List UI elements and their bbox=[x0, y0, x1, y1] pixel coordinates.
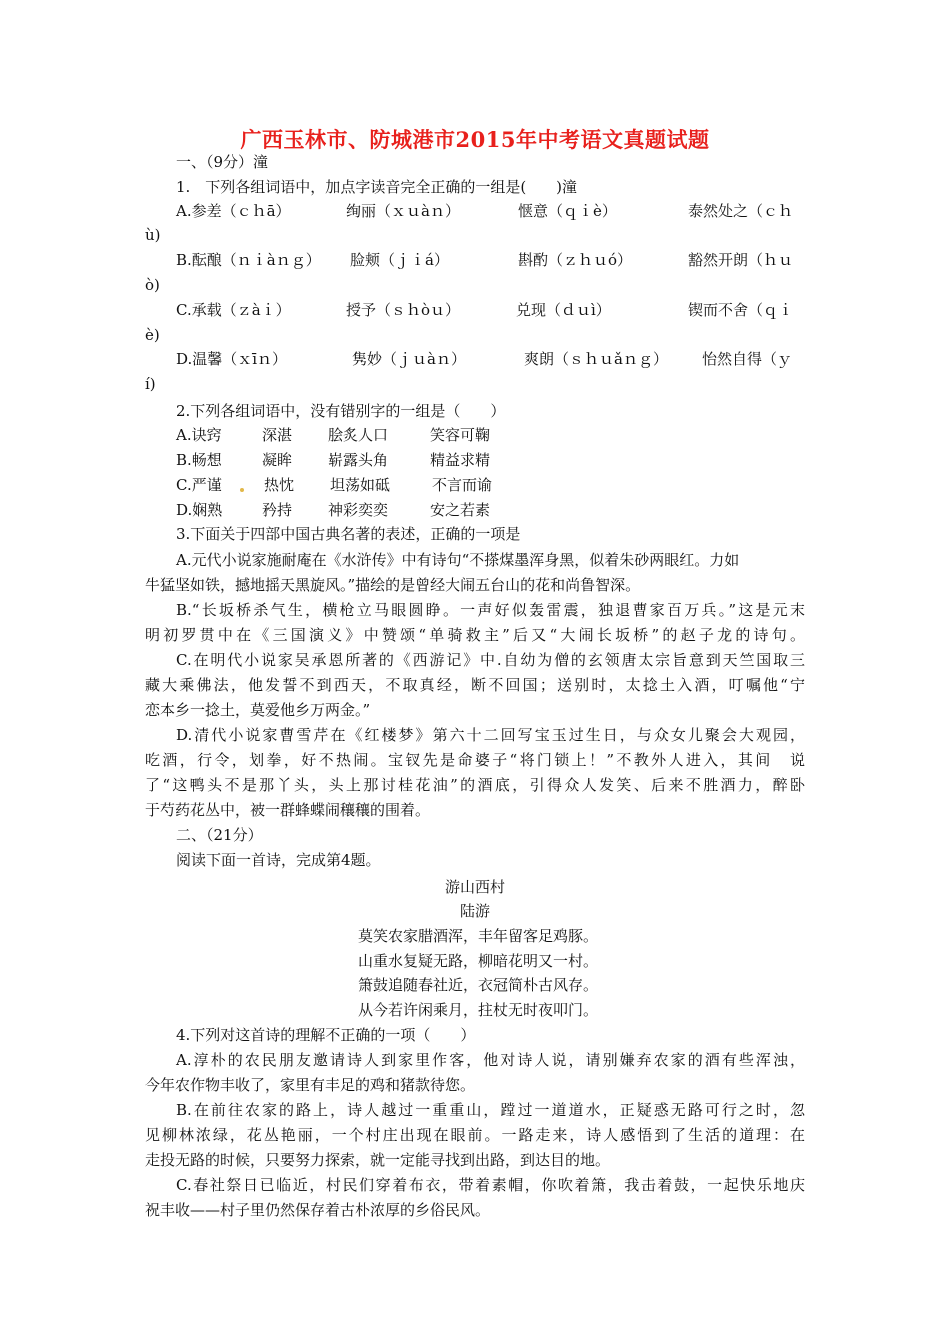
reading-intro: 阅读下面一首诗，完成第4题。 bbox=[176, 851, 381, 869]
q2-option-b-3: 崭露头角 bbox=[328, 451, 389, 469]
q1-option-c-2: 授予（ｓｈòｕ） bbox=[346, 301, 461, 319]
q3-option-d-line1: D.清代小说家曹雪芹在《红楼梦》第六十二回写宝玉过生日，与众女儿聚会大观园， bbox=[176, 726, 805, 744]
q2-option-a-2: 深湛 bbox=[262, 426, 293, 444]
q1-option-a-4: 泰然处之（ｃｈ bbox=[688, 202, 794, 220]
q3-option-b-line1: B.“长坂桥杀气生，横枪立马眼圆睁。一声好似轰雷震，独退曹家百万兵。”这是元末 bbox=[176, 601, 805, 619]
emphasis-dot bbox=[240, 488, 244, 492]
q2-option-d-4: 安之若素 bbox=[430, 501, 491, 519]
q4-stem: 4.下列对这首诗的理解不正确的一项（ ） bbox=[176, 1026, 476, 1044]
q3-stem: 3.下面关于四部中国古典名著的表述，正确的一项是 bbox=[176, 525, 521, 543]
q4-option-b-line2: 见柳林浓绿，花丛艳丽，一个村庄出现在眼前。一路走来，诗人感悟到了生活的道理：在 bbox=[145, 1126, 805, 1144]
q1-option-b-4: 豁然开朗（ｈｕ bbox=[688, 251, 794, 269]
q3-option-d-line2: 吃酒，行令，划拳，好不热闹。宝钗先是命婆子“将门锁上！”不教外人进入，其间 说 bbox=[145, 751, 805, 769]
q2-stem: 2.下列各组词语中，没有错别字的一组是（ ） bbox=[176, 402, 506, 420]
q4-option-a-line1: A.淳朴的农民朋友邀请诗人到家里作客，他对诗人说，请别嫌弃农家的酒有些浑浊， bbox=[176, 1051, 805, 1069]
q1-option-b-2: 脸颊（ｊｉá） bbox=[350, 251, 449, 269]
page-title: 广西玉林市、防城港市2015年中考语文真题试题 bbox=[240, 127, 710, 152]
q4-option-c-line2: 祝丰收——村子里仍然保存着古朴浓厚的乡俗民风。 bbox=[145, 1201, 491, 1219]
q4-option-b-line3: 走投无路的时候，只要努力探索，就一定能寻找到出路，到达目的地。 bbox=[145, 1151, 611, 1169]
q1-option-d-wrap: í) bbox=[145, 375, 156, 393]
q2-option-a-3: 脍炙人口 bbox=[328, 426, 389, 444]
q1-option-b-3: 斟酌（ｚｈｕó） bbox=[518, 251, 633, 269]
q1-option-d-4: 怡然自得（ｙ bbox=[702, 350, 793, 368]
q3-option-b-line2: 明初罗贯中在《三国演义》中赞颂“单骑救主”后又“大闹长坂桥”的赵子龙的诗句。 bbox=[145, 626, 805, 644]
q1-option-a-wrap: ù) bbox=[145, 226, 161, 244]
q4-option-a-line2: 今年农作物丰收了，家里有丰足的鸡和猪款待您。 bbox=[145, 1076, 476, 1094]
poem-line-4: 从今若许闲乘月，拄杖无时夜叩门。 bbox=[358, 1001, 599, 1019]
poem-line-1: 莫笑农家腊酒浑，丰年留客足鸡豚。 bbox=[358, 927, 599, 945]
q1-stem: 1. 下列各组词语中，加点字读音完全正确的一组是( )潼 bbox=[176, 178, 578, 196]
q2-option-c-4: 不言而谕 bbox=[432, 476, 493, 494]
q1-option-a-1: A.参差（ｃｈā） bbox=[176, 202, 291, 220]
q3-option-c-line2: 藏大乘佛法，他发誓不到西天，不取真经，断不回国；送别时，太捻土入酒，叮嘱他“宁 bbox=[145, 676, 805, 694]
q2-option-a-4: 笑容可鞠 bbox=[430, 426, 491, 444]
poem-line-3: 箫鼓追随春社近，衣冠简朴古风存。 bbox=[358, 976, 599, 994]
poem-title: 游山西村 bbox=[444, 878, 505, 896]
q2-option-c-2: 热忱 bbox=[264, 476, 295, 494]
section-2-heading: 二、（21分） bbox=[176, 826, 263, 844]
q1-option-d-3: 爽朗（ｓｈｕǎｎｇ） bbox=[524, 350, 668, 368]
q1-option-c-4: 锲而不舍（ｑｉ bbox=[688, 301, 794, 319]
q2-option-c-1: C.严谨 bbox=[176, 476, 222, 494]
q3-option-a-line2: 牛猛坚如铁，撼地摇天黑旋风。”描绘的是曾经大闹五台山的花和尚鲁智深。 bbox=[145, 576, 641, 594]
q2-option-c-3: 坦荡如砥 bbox=[330, 476, 391, 494]
q3-option-d-line4: 于芍药花丛中，被一群蜂蝶闹穰穰的围着。 bbox=[145, 801, 431, 819]
q3-option-c-line1: C.在明代小说家吴承恩所著的《西游记》中.自幼为僧的玄领唐太宗旨意到天竺国取三 bbox=[176, 651, 805, 669]
poem-author: 陆游 bbox=[459, 902, 490, 920]
q2-option-b-4: 精益求精 bbox=[430, 451, 491, 469]
q1-option-c-wrap: è) bbox=[145, 326, 160, 344]
poem-line-2: 山重水复疑无路，柳暗花明又一村。 bbox=[358, 952, 599, 970]
q3-option-d-line3: 了“这鸭头不是那丫头，头上那讨桂花油”的酒底，引得众人发笑、后来不胜酒力，醉卧 bbox=[145, 776, 805, 794]
q2-option-a-1: A.诀窍 bbox=[176, 426, 222, 444]
q4-option-b-line1: B.在前往农家的路上，诗人越过一重重山，蹚过一道道水，正疑惑无路可行之时，忽 bbox=[176, 1101, 805, 1119]
q1-option-a-3: 惬意（ｑｉè） bbox=[518, 202, 617, 220]
q1-option-b-1: B.酝酿（ｎｉàｎｇ） bbox=[176, 251, 321, 269]
q2-option-d-1: D.娴熟 bbox=[176, 501, 223, 519]
section-1-heading: 一、（9分）潼 bbox=[176, 153, 269, 171]
q2-option-d-3: 神彩奕奕 bbox=[328, 501, 389, 519]
q2-option-d-2: 矜持 bbox=[262, 501, 293, 519]
q1-option-d-2: 隽妙（ｊｕàｎ） bbox=[352, 350, 466, 368]
q2-option-b-2: 凝眸 bbox=[262, 451, 293, 469]
q3-option-a-line1: A.元代小说家施耐庵在《水浒传》中有诗句“不搽煤墨浑身黑，似着朱砂两眼红。力如 bbox=[176, 551, 740, 569]
q1-option-c-3: 兑现（ｄｕì） bbox=[516, 301, 611, 319]
q1-option-a-2: 绚丽（ｘｕàｎ） bbox=[346, 202, 460, 220]
q2-option-b-1: B.畅想 bbox=[176, 451, 222, 469]
q1-option-b-wrap: ò) bbox=[145, 276, 160, 294]
q4-option-c-line1: C.春社祭日已临近，村民们穿着布衣，带着素帽，你吹着箫，我击着鼓，一起快乐地庆 bbox=[176, 1176, 805, 1194]
q1-option-d-1: D.温馨（ｘīｎ） bbox=[176, 350, 288, 368]
q1-option-c-1: C.承载（ｚàｉ） bbox=[176, 301, 291, 319]
q3-option-c-line3: 恋本乡一捻土，莫爱他乡万两金。” bbox=[145, 701, 371, 719]
